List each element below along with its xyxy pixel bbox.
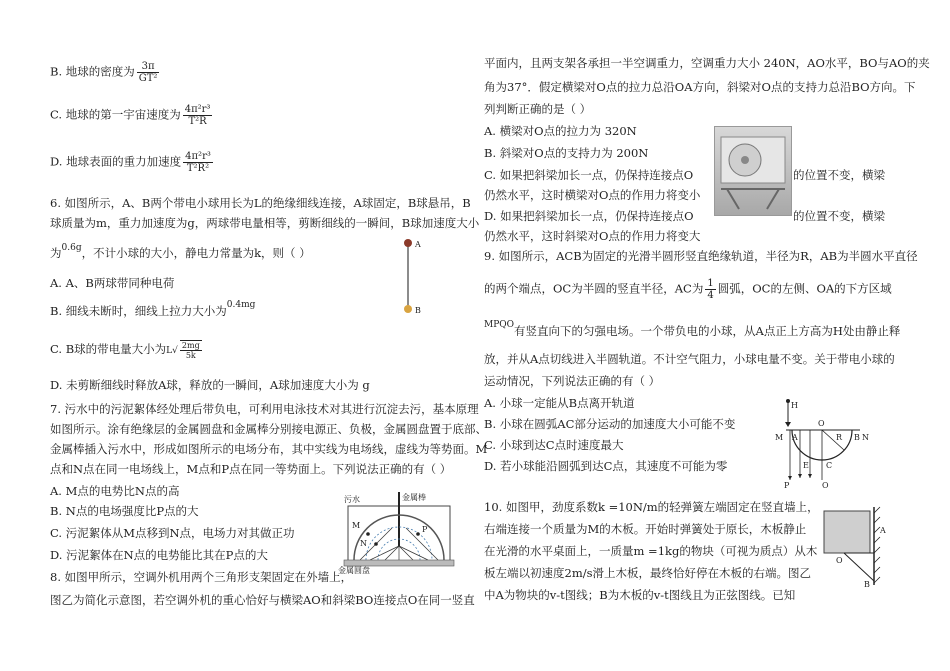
fig6-label-b: B bbox=[415, 306, 421, 315]
q5-option-b: B. 地球的密度为 $\frac{3\pi}{\text{GT²}}$ bbox=[50, 61, 158, 84]
q7-line3: 金属棒插入污水中，形成如图所示的电场分布，其中实线为电场线，虚线为等势面。M bbox=[50, 442, 488, 456]
q9-line3: $^{MPQO}$有竖直向下的匀强电场。一个带负电的小球，从A点正上方高为H处由静止释 bbox=[484, 320, 901, 338]
q8-option-b: B. 斜梁对O点的支持力为 200N bbox=[484, 146, 649, 160]
q8-option-c-line1: C. 如果把斜梁加长一点，仍保持连接点O bbox=[484, 168, 694, 182]
q6-figure bbox=[396, 236, 426, 318]
q8-line3: 平面内，且两支架各承担一半空调重力，空调重力大小 240N，AO水平，BO与AO的夹 bbox=[484, 56, 930, 70]
q8-line4: 角为37°．假定横梁对O点的拉力总沿OA方向，斜梁对O点的支持力总沿BO方向。下 bbox=[484, 80, 916, 94]
fig10-label-b: B bbox=[864, 580, 870, 589]
fig7-label-water: 污水 bbox=[344, 495, 360, 504]
q6-option-a: A. A、B两球带同种电荷 bbox=[50, 276, 175, 290]
q8-line2: 图乙为简化示意图，若空调外机的重心恰好与横梁AO和斜梁BO连接点O在同一竖直 bbox=[50, 593, 475, 607]
fig9-label-a: A bbox=[792, 433, 798, 442]
q9-line1: 9. 如图所示，ACB为固定的光滑半圆形竖直绝缘轨道，半径为R，AB为半圆水平直径 bbox=[484, 249, 918, 263]
q7-line4: 点和N点在同一电场线上，M点和P点在同一等势面上。下列说法正确的有（ ） bbox=[50, 462, 452, 476]
q8-option-c-line2: 仍然水平，这时横梁对O点的作用力将变小 bbox=[484, 188, 701, 202]
q9-line4: 放，并从A点切线进入半圆轨道。不计空气阻力，小球电量不变。关于带电小球的 bbox=[484, 352, 895, 366]
fig9-label-p: P bbox=[784, 481, 790, 488]
fig7-label-m: M bbox=[352, 521, 361, 530]
q8-option-a: A. 横梁对O点的拉力为 320N bbox=[484, 124, 637, 138]
fig9-label-c: C bbox=[826, 461, 833, 470]
q8-option-d-line1: D. 如果把斜梁加长一点，仍保持连接点O bbox=[484, 209, 694, 223]
q9-line5: 运动情况，下列说法正确的有（ ） bbox=[484, 374, 661, 388]
q9-option-b: B. 小球在圆弧AC部分运动的加速度大小可能不变 bbox=[484, 417, 736, 431]
fig7-label-rod: 金属棒 bbox=[402, 493, 426, 502]
q7-option-b: B. N点的电场强度比P点的大 bbox=[50, 504, 199, 518]
fig9-label-r: R bbox=[836, 433, 843, 442]
q8-option-d-line1b: 的位置不变，横梁 bbox=[793, 209, 885, 223]
fig10-label-o: O bbox=[836, 556, 843, 565]
q10-line4: 板左端以初速度2m/s滑上木板，最终恰好停在木板的右端。图乙 bbox=[484, 566, 811, 580]
q9-option-d: D. 若小球能沿圆弧到达C点，其速度不可能为零 bbox=[484, 459, 728, 473]
fig9-label-b: B bbox=[854, 433, 860, 442]
q6-option-c: C. B球的带电量大小为L√ $\frac{2mg}{5k}$ bbox=[50, 341, 200, 360]
q10-figure bbox=[818, 505, 892, 589]
q7-option-a: A. M点的电势比N点的高 bbox=[50, 484, 180, 498]
q7-figure bbox=[330, 488, 462, 574]
q6-line1: 6. 如图所示，A、B两个带电小球用长为L的绝缘细线连接，A球固定，B球悬吊，B bbox=[50, 196, 471, 210]
q10-line3: 在光滑的水平桌面上，一质量m =1kg的物块（可视为质点）从木 bbox=[484, 544, 818, 558]
fig9-label-e: E bbox=[803, 461, 809, 470]
q10-line2: 右端连接一个质量为M的木板。开始时弹簧处于原长，木板静止 bbox=[484, 522, 807, 536]
q6-option-b: B. 细线未断时，细线上拉力大小为$^{0.4mg}$ bbox=[50, 300, 256, 318]
fig7-label-disk: 金属圆盘 bbox=[338, 566, 370, 574]
fig9-label-n: N bbox=[862, 433, 869, 442]
fig6-label-a: A bbox=[415, 240, 421, 249]
fig7-label-p: P bbox=[422, 525, 428, 534]
q9-option-c: C. 小球到达C点时速度最大 bbox=[484, 438, 624, 452]
q10-line1: 10. 如图甲，劲度系数k =10N/m的轻弹簧左端固定在竖直墙上， bbox=[484, 500, 819, 514]
q8-line5: 列判断正确的是（ ） bbox=[484, 102, 592, 116]
fig10-label-a: A bbox=[880, 526, 886, 535]
q6-line3: 为$^{0.6g}$，不计小球的大小，静电力常量为k，则（ ） bbox=[50, 243, 311, 260]
q9-line2: 的两个端点，OC为半圆的竖直半径，AC为 $\frac{1}{4}$ 圆弧，OC的左侧、OA的下方区域 bbox=[484, 278, 892, 301]
fig7-label-n: N bbox=[360, 539, 367, 548]
q7-option-d: D. 污泥絮体在N点的电势能比其在P点的大 bbox=[50, 548, 268, 562]
q7-option-c: C. 污泥絮体从M点移到N点，电场力对其做正功 bbox=[50, 526, 295, 540]
q5-option-c: C. 地球的第一宇宙速度为 $\frac{\text{4π²r³}}{\text{T²R}}$ bbox=[50, 104, 211, 127]
q8-option-d-line2: 仍然水平，这时斜梁对O点的作用力将变大 bbox=[484, 229, 701, 243]
fig9-label-m: M bbox=[775, 433, 784, 442]
q8-photo-aircon bbox=[714, 126, 792, 216]
q8-option-c-line1b: 的位置不变，横梁 bbox=[793, 168, 885, 182]
q8-line1: 8. 如图甲所示，空调外机用两个三角形支架固定在外墙上， bbox=[50, 570, 353, 584]
q5-option-d: D. 地球表面的重力加速度 $\frac{\text{4π²r³}}{\text{T²R²}}$ bbox=[50, 151, 211, 174]
q6-line2: 球质量为m，重力加速度为g，两球带电量相等，剪断细线的一瞬间，B球加速度大小 bbox=[50, 216, 480, 230]
q7-line2: 如图所示。涂有绝缘层的金属圆盘和金属棒分别接电源正、负极，金属圆盘置于底部、 bbox=[50, 422, 487, 436]
q9-figure bbox=[770, 396, 870, 488]
fig9-label-h: H bbox=[791, 401, 798, 410]
q10-line5: 中A为物块的v-t图线；B为木板的v-t图线且为正弦图线。已知 bbox=[484, 588, 796, 602]
fig9-label-o: O bbox=[818, 419, 825, 428]
q6-option-d: D. 未剪断细线时释放A球，释放的一瞬间，A球加速度大小为 g bbox=[50, 378, 370, 392]
q9-option-a: A. 小球一定能从B点离开轨道 bbox=[484, 396, 635, 410]
q7-line1: 7. 污水中的污泥絮体经处理后带负电，可利用电泳技术对其进行沉淀去污，基本原理 bbox=[50, 402, 479, 416]
fig9-label-q: Q bbox=[822, 481, 829, 488]
